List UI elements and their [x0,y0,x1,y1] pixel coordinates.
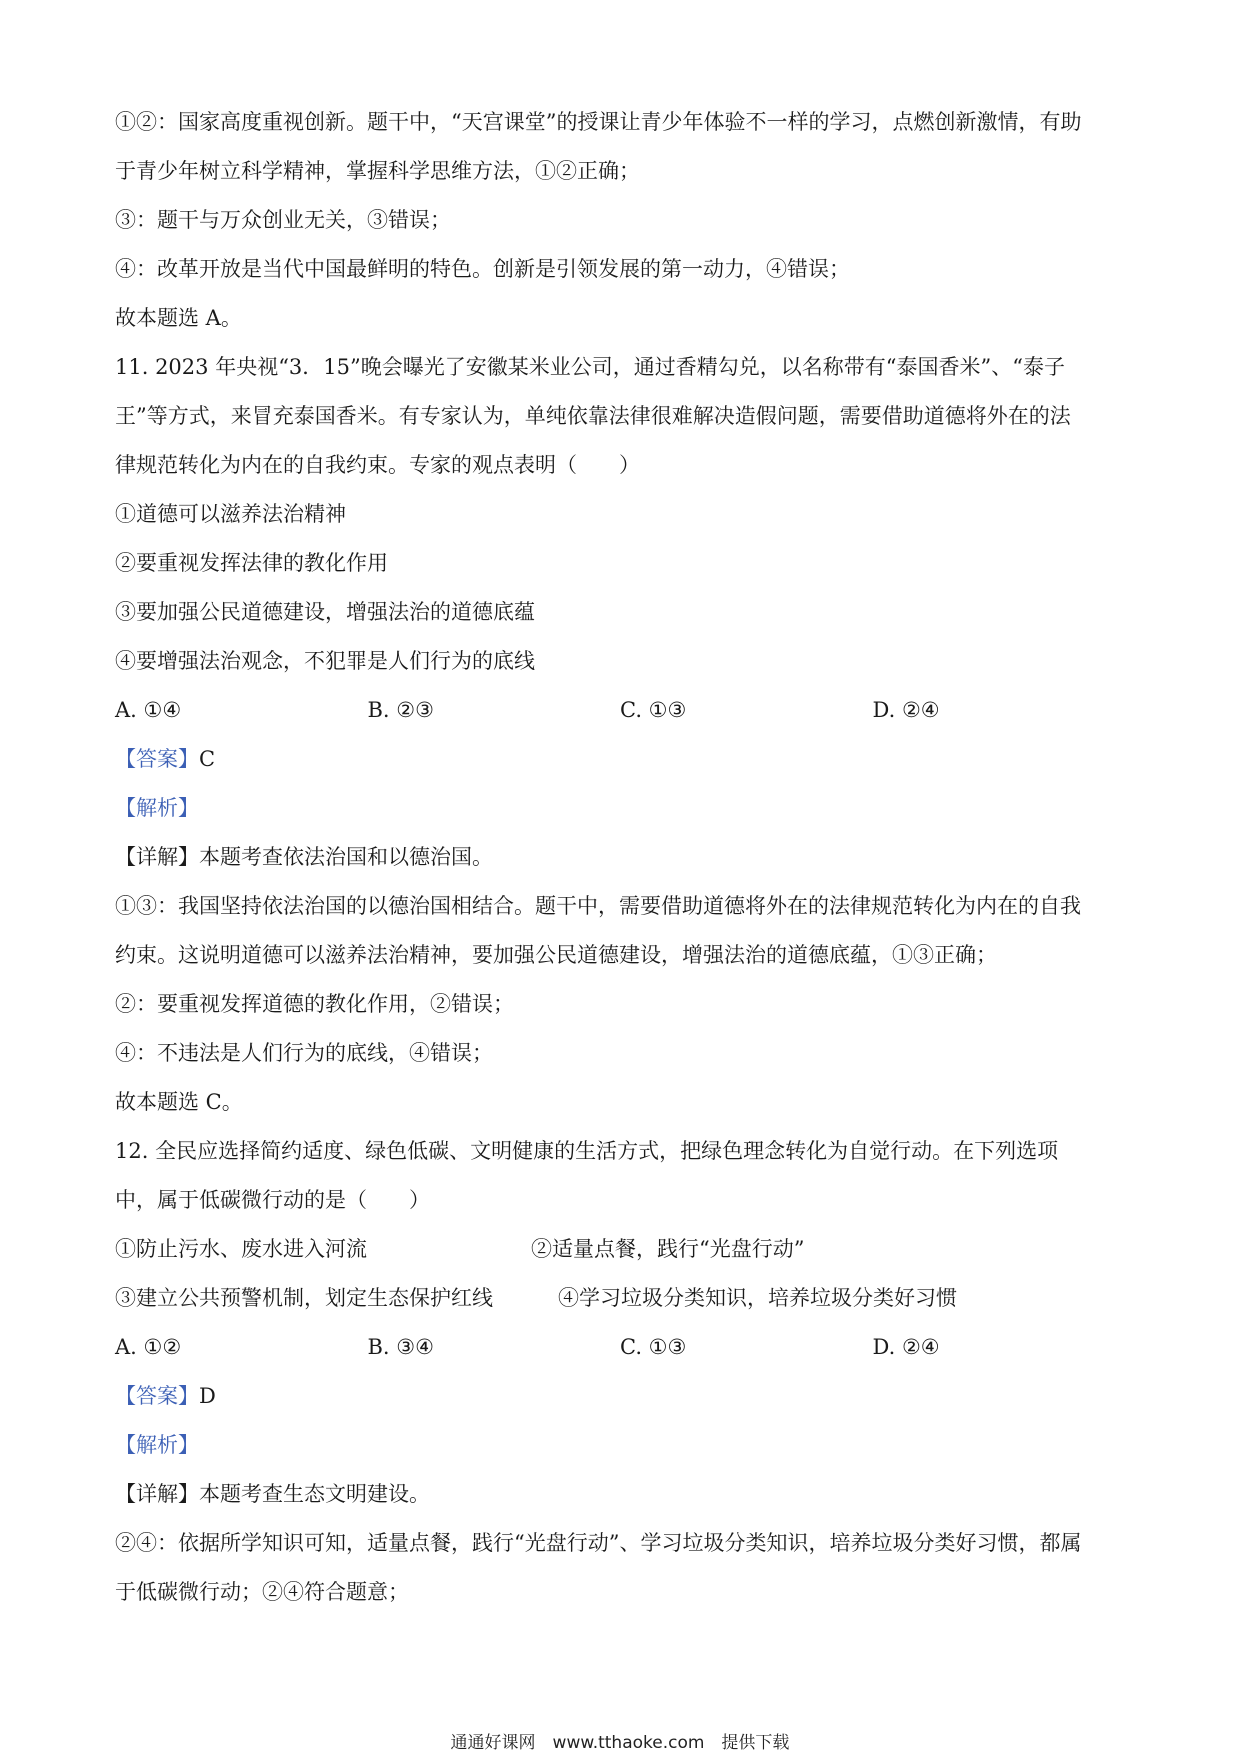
analysis-tag: 【解析】 [115,796,199,820]
statement-item: ④学习垃圾分类知识，培养垃圾分类好习惯 [558,1286,957,1310]
statement-item: ③建立公共预警机制，划定生态保护红线 [115,1286,493,1310]
option-b: B. ③④ [367,1335,434,1359]
statement-item: ①防止污水、废水进入河流 [115,1237,367,1261]
explain-line: 约束。这说明道德可以滋养法治精神，要加强公民道德建设，增强法治的道德底蕴，①③正确； [115,943,997,967]
explain-line: ②④：依据所学知识可知，适量点餐，践行“光盘行动”、学习垃圾分类知识，培养垃圾分类好习惯，都属 [115,1531,1082,1555]
question-stem: 12. 全民应选择简约适度、绿色低碳、文明健康的生活方式，把绿色理念转化为自觉行动。在下列选项 [115,1139,1059,1163]
statement-row [115,1225,1125,1274]
text-line: ①②：国家高度重视创新。题干中，“天宫课堂”的授课让青少年体验不一样的学习，点燃创新激情，有助 [115,110,1082,134]
question-12 [115,1127,1125,1617]
statement-item: ②要重视发挥法律的教化作用 [115,551,388,575]
question-stem: 11. 2023 年央视“3．15”晚会曝光了安徽某米业公司，通过香精勾兑，以名称带有“泰国香米”、“泰子 [115,355,1065,379]
explain-line: 故本题选 C。 [115,1090,243,1114]
statement-item: ④要增强法治观念，不犯罪是人们行为的底线 [115,649,535,673]
option-d: D. ②④ [872,698,940,722]
statement-item: ②适量点餐，践行“光盘行动” [531,1237,805,1261]
question-11 [115,343,1125,1127]
option-a: A. ①② [115,1335,182,1359]
answer-line [115,1372,1125,1421]
analysis-line [115,784,1125,833]
option-d: D. ②④ [872,1335,940,1359]
explain-line: 于低碳微行动；②④符合题意； [115,1580,409,1604]
detail-tag: 【详解】 [115,1482,199,1506]
statement-item: ③要加强公民道德建设，增强法治的道德底蕴 [115,600,535,624]
explain-line: ②：要重视发挥道德的教化作用，②错误； [115,992,514,1016]
option-b: B. ②③ [367,698,434,722]
statement-row [115,1274,1125,1323]
text-line: ④：改革开放是当代中国最鲜明的特色。创新是引领发展的第一动力，④错误； [115,257,850,281]
option-c: C. ①③ [620,1335,687,1359]
analysis-tag: 【解析】 [115,1433,199,1457]
text-line: 于青少年树立科学精神，掌握科学思维方法，①②正确； [115,159,640,183]
statement-item: ①道德可以滋养法治精神 [115,502,346,526]
option-a: A. ①④ [115,698,182,722]
question-stem: 中，属于低碳微行动的是（ ） [115,1188,430,1212]
detail-tag: 【详解】 [115,845,199,869]
answer-options [115,1323,1125,1372]
option-c: C. ①③ [620,698,687,722]
answer-tag: 【答案】 [115,747,199,771]
question-stem: 王”等方式，来冒充泰国香米。有专家认为，单纯依靠法律很难解决造假问题，需要借助道德将外在的法 [115,404,1071,428]
document-page [115,98,1125,1617]
detail-line [115,833,1125,882]
answer-options [115,686,1125,735]
detail-text: 本题考查生态文明建设。 [199,1482,430,1506]
explain-line: ④：不违法是人们行为的底线，④错误； [115,1041,493,1065]
answer-line [115,735,1125,784]
footer-watermark: 通通好课网 www.tthaoke.com 提供下载 [450,1733,790,1753]
answer-value: D [199,1384,216,1408]
analysis-line [115,1421,1125,1470]
text-line: 故本题选 A。 [115,306,242,330]
answer-tag: 【答案】 [115,1384,199,1408]
detail-line [115,1470,1125,1519]
detail-text: 本题考查依法治国和以德治国。 [199,845,493,869]
explain-line: ①③：我国坚持依法治国的以德治国相结合。题干中，需要借助道德将外在的法律规范转化为内在的自我 [115,894,1081,918]
question-stem: 律规范转化为内在的自我约束。专家的观点表明（ ） [115,453,640,477]
text-line: ③：题干与万众创业无关，③错误； [115,208,451,232]
answer-value: C [199,747,216,771]
